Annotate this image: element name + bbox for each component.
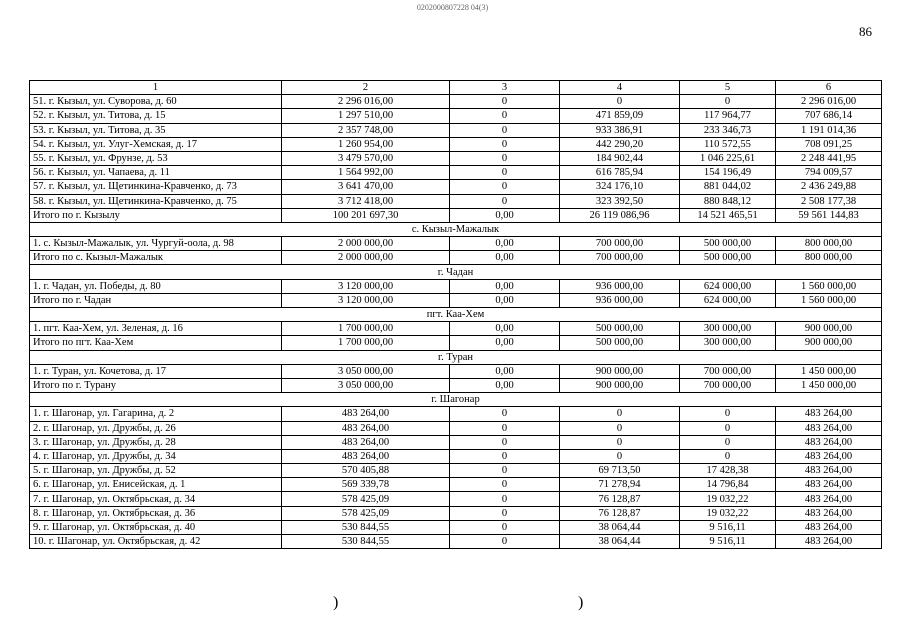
table-row [30,464,882,478]
address-cell: 2. г. Шагонар, ул. Дружбы, д. 26 [30,421,282,435]
amount-cell: 19 032,22 [680,506,776,520]
amount-cell: 59 561 144,83 [776,208,882,222]
amount-cell: 0 [450,435,560,449]
amount-cell: 483 264,00 [776,435,882,449]
amount-cell: 530 844,55 [282,520,450,534]
amount-cell: 300 000,00 [680,322,776,336]
amount-cell: 483 264,00 [776,520,882,534]
address-cell: Итого по г. Турану [30,378,282,392]
amount-cell: 17 428,38 [680,464,776,478]
section-title: г. Чадан [30,265,882,279]
table-row [30,449,882,463]
amount-cell: 578 425,09 [282,506,450,520]
amount-cell: 442 290,20 [560,137,680,151]
amount-cell: 483 264,00 [776,421,882,435]
address-cell: 10. г. Шагонар, ул. Октябрьская, д. 42 [30,535,282,549]
amount-cell: 76 128,87 [560,506,680,520]
amount-cell: 0 [450,535,560,549]
amount-cell: 26 119 086,96 [560,208,680,222]
amount-cell: 0,00 [450,364,560,378]
table-row [30,194,882,208]
amount-cell: 0,00 [450,237,560,251]
amount-cell: 0 [680,421,776,435]
amount-cell: 483 264,00 [776,449,882,463]
document-code: 0202000807228 04(3) [416,3,489,12]
column-header-row [30,81,882,95]
amount-cell: 233 346,73 [680,123,776,137]
table-row [30,478,882,492]
table-row [30,123,882,137]
amount-cell: 0 [450,151,560,165]
amount-cell: 900 000,00 [776,322,882,336]
amount-cell: 0 [450,464,560,478]
address-cell: 1. с. Кызыл-Мажалык, ул. Чургуй-оола, д. 98 [30,237,282,251]
amount-cell: 578 425,09 [282,492,450,506]
amount-cell: 0 [680,435,776,449]
amount-cell: 0 [450,506,560,520]
amount-cell: 624 000,00 [680,279,776,293]
section-header-row [30,350,882,364]
address-cell: 53. г. Кызыл, ул. Титова, д. 35 [30,123,282,137]
column-header: 5 [680,81,776,95]
amount-cell: 0 [450,180,560,194]
amount-cell: 14 796,84 [680,478,776,492]
table-row [30,279,882,293]
amount-cell: 117 964,77 [680,109,776,123]
amount-cell: 1 260 954,00 [282,137,450,151]
amount-cell: 71 278,94 [560,478,680,492]
amount-cell: 616 785,94 [560,166,680,180]
address-cell: 3. г. Шагонар, ул. Дружбы, д. 28 [30,435,282,449]
amount-cell: 483 264,00 [282,435,450,449]
amount-cell: 0 [560,435,680,449]
register-body [30,95,882,549]
amount-cell: 1 297 510,00 [282,109,450,123]
amount-cell: 1 450 000,00 [776,378,882,392]
amount-cell: 0 [450,166,560,180]
table-row [30,180,882,194]
amount-cell: 3 641 470,00 [282,180,450,194]
amount-cell: 530 844,55 [282,535,450,549]
address-cell: Итого по г. Кызылу [30,208,282,222]
address-cell: 6. г. Шагонар, ул. Енисейская, д. 1 [30,478,282,492]
table-row [30,237,882,251]
amount-cell: 483 264,00 [282,407,450,421]
amount-cell: 483 264,00 [282,421,450,435]
amount-cell: 76 128,87 [560,492,680,506]
register-table [29,80,882,549]
amount-cell: 900 000,00 [776,336,882,350]
amount-cell: 38 064,44 [560,520,680,534]
total-row [30,336,882,350]
amount-cell: 38 064,44 [560,535,680,549]
amount-cell: 483 264,00 [776,464,882,478]
section-header-row [30,265,882,279]
table-row [30,137,882,151]
amount-cell: 0 [450,137,560,151]
handwritten-mark: ) [578,594,584,611]
amount-cell: 300 000,00 [680,336,776,350]
amount-cell: 881 044,02 [680,180,776,194]
amount-cell: 1 450 000,00 [776,364,882,378]
column-header: 6 [776,81,882,95]
amount-cell: 0,00 [450,378,560,392]
amount-cell: 2 296 016,00 [282,95,450,109]
table-row [30,322,882,336]
amount-cell: 569 339,78 [282,478,450,492]
amount-cell: 471 859,09 [560,109,680,123]
amount-cell: 3 050 000,00 [282,364,450,378]
page-number: 86 [859,24,872,39]
amount-cell: 0 [560,95,680,109]
amount-cell: 794 009,57 [776,166,882,180]
amount-cell: 2 508 177,38 [776,194,882,208]
table-row [30,166,882,180]
amount-cell: 500 000,00 [680,251,776,265]
amount-cell: 708 091,25 [776,137,882,151]
amount-cell: 3 479 570,00 [282,151,450,165]
amount-cell: 69 713,50 [560,464,680,478]
address-cell: Итого по с. Кызыл-Мажалык [30,251,282,265]
amount-cell: 3 050 000,00 [282,378,450,392]
amount-cell: 0 [450,520,560,534]
amount-cell: 1 564 992,00 [282,166,450,180]
amount-cell: 483 264,00 [282,449,450,463]
amount-cell: 1 046 225,61 [680,151,776,165]
amount-cell: 0 [450,109,560,123]
amount-cell: 570 405,88 [282,464,450,478]
amount-cell: 483 264,00 [776,492,882,506]
amount-cell: 500 000,00 [560,322,680,336]
amount-cell: 483 264,00 [776,535,882,549]
amount-cell: 19 032,22 [680,492,776,506]
table-row [30,95,882,109]
handwritten-mark: ) [333,594,339,611]
amount-cell: 2 436 249,88 [776,180,882,194]
amount-cell: 0,00 [450,251,560,265]
amount-cell: 324 176,10 [560,180,680,194]
amount-cell: 0 [450,449,560,463]
address-cell: Итого по пгт. Каа-Хем [30,336,282,350]
address-cell: 57. г. Кызыл, ул. Щетинкина-Кравченко, д. 73 [30,180,282,194]
address-cell: 51. г. Кызыл, ул. Суворова, д. 60 [30,95,282,109]
amount-cell: 2 296 016,00 [776,95,882,109]
amount-cell: 800 000,00 [776,237,882,251]
amount-cell: 0 [680,95,776,109]
amount-cell: 0 [450,123,560,137]
section-header-row [30,222,882,236]
amount-cell: 323 392,50 [560,194,680,208]
address-cell: 54. г. Кызыл, ул. Улуг-Хемская, д. 17 [30,137,282,151]
amount-cell: 14 521 465,51 [680,208,776,222]
section-title: г. Туран [30,350,882,364]
amount-cell: 500 000,00 [560,336,680,350]
amount-cell: 483 264,00 [776,478,882,492]
amount-cell: 900 000,00 [560,378,680,392]
table-row [30,435,882,449]
section-title: г. Шагонар [30,393,882,407]
table-row [30,407,882,421]
column-header: 2 [282,81,450,95]
amount-cell: 483 264,00 [776,407,882,421]
amount-cell: 700 000,00 [560,251,680,265]
total-row [30,251,882,265]
amount-cell: 110 572,55 [680,137,776,151]
address-cell: 58. г. Кызыл, ул. Щетинкина-Кравченко, д. 75 [30,194,282,208]
amount-cell: 0 [560,407,680,421]
table-row [30,520,882,534]
amount-cell: 9 516,11 [680,535,776,549]
amount-cell: 0 [450,492,560,506]
amount-cell: 2 000 000,00 [282,251,450,265]
amount-cell: 100 201 697,30 [282,208,450,222]
amount-cell: 1 560 000,00 [776,293,882,307]
amount-cell: 0 [450,95,560,109]
amount-cell: 0,00 [450,336,560,350]
total-row [30,378,882,392]
address-cell: 55. г. Кызыл, ул. Фрунзе, д. 53 [30,151,282,165]
address-cell: 1. пгт. Каа-Хем, ул. Зеленая, д. 16 [30,322,282,336]
amount-cell: 936 000,00 [560,293,680,307]
section-header-row [30,308,882,322]
amount-cell: 936 000,00 [560,279,680,293]
column-header: 1 [30,81,282,95]
amount-cell: 1 700 000,00 [282,322,450,336]
address-cell: 5. г. Шагонар, ул. Дружбы, д. 52 [30,464,282,478]
table-row [30,506,882,520]
amount-cell: 154 196,49 [680,166,776,180]
address-cell: 1. г. Чадан, ул. Победы, д. 80 [30,279,282,293]
amount-cell: 624 000,00 [680,293,776,307]
amount-cell: 184 902,44 [560,151,680,165]
amount-cell: 933 386,91 [560,123,680,137]
total-row [30,208,882,222]
column-header: 4 [560,81,680,95]
amount-cell: 700 000,00 [680,364,776,378]
amount-cell: 800 000,00 [776,251,882,265]
amount-cell: 0 [680,449,776,463]
address-cell: 4. г. Шагонар, ул. Дружбы, д. 34 [30,449,282,463]
address-cell: 9. г. Шагонар, ул. Октябрьская, д. 40 [30,520,282,534]
table-row [30,421,882,435]
table-row [30,492,882,506]
amount-cell: 0 [560,449,680,463]
address-cell: 1. г. Шагонар, ул. Гагарина, д. 2 [30,407,282,421]
amount-cell: 3 120 000,00 [282,293,450,307]
amount-cell: 483 264,00 [776,506,882,520]
amount-cell: 1 700 000,00 [282,336,450,350]
amount-cell: 0,00 [450,322,560,336]
amount-cell: 1 560 000,00 [776,279,882,293]
amount-cell: 2 000 000,00 [282,237,450,251]
amount-cell: 900 000,00 [560,364,680,378]
address-cell: 52. г. Кызыл, ул. Титова, д. 15 [30,109,282,123]
amount-cell: 0 [680,407,776,421]
amount-cell: 700 000,00 [680,378,776,392]
address-cell: Итого по г. Чадан [30,293,282,307]
amount-cell: 880 848,12 [680,194,776,208]
amount-cell: 700 000,00 [560,237,680,251]
address-cell: 1. г. Туран, ул. Кочетова, д. 17 [30,364,282,378]
amount-cell: 2 248 441,95 [776,151,882,165]
amount-cell: 0 [450,478,560,492]
amount-cell: 500 000,00 [680,237,776,251]
amount-cell: 0,00 [450,208,560,222]
section-title: с. Кызыл-Мажалык [30,222,882,236]
amount-cell: 0,00 [450,293,560,307]
address-cell: 7. г. Шагонар, ул. Октябрьская, д. 34 [30,492,282,506]
section-title: пгт. Каа-Хем [30,308,882,322]
address-cell: 56. г. Кызыл, ул. Чапаева, д. 11 [30,166,282,180]
amount-cell: 1 191 014,36 [776,123,882,137]
amount-cell: 707 686,14 [776,109,882,123]
amount-cell: 0 [450,421,560,435]
amount-cell: 9 516,11 [680,520,776,534]
amount-cell: 2 357 748,00 [282,123,450,137]
table-row [30,364,882,378]
table-row [30,535,882,549]
total-row [30,293,882,307]
column-header: 3 [450,81,560,95]
address-cell: 8. г. Шагонар, ул. Октябрьская, д. 36 [30,506,282,520]
table-row [30,109,882,123]
amount-cell: 3 120 000,00 [282,279,450,293]
table-row [30,151,882,165]
amount-cell: 0 [450,194,560,208]
section-header-row [30,393,882,407]
amount-cell: 3 712 418,00 [282,194,450,208]
amount-cell: 0,00 [450,279,560,293]
amount-cell: 0 [560,421,680,435]
amount-cell: 0 [450,407,560,421]
